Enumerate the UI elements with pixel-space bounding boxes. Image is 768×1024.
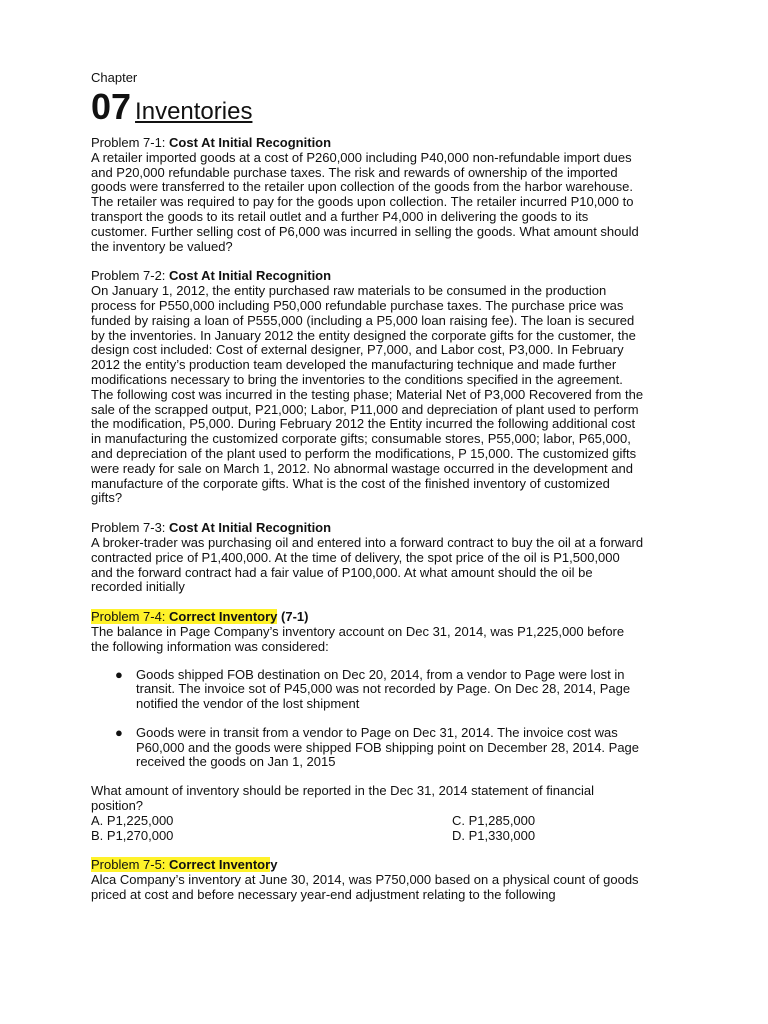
text-line: and depreciation of the plant used to perform the modifications, P 15,000. The customized gifts [91, 445, 637, 461]
text-line: the following information was considered: [91, 638, 329, 654]
choice-c: C. P1,285,000 [452, 812, 536, 828]
text-line: process for P550,000 including P50,000 refundable purchase taxes. The purchase price was [91, 297, 624, 313]
choice-b: B. P1,270,000 [91, 827, 174, 843]
bullet-icon: ● [115, 724, 123, 740]
text-line: funded by raising a loan of P555,000 (including a P5,000 loan raising fee). The loan is secured [91, 312, 635, 328]
problem-7-5 [91, 858, 691, 902]
problem-7-2 [91, 269, 691, 506]
text-line: A retailer imported goods at a cost of P260,000 including P40,000 non-refundable import dues [91, 149, 632, 165]
text-line: Goods shipped FOB destination on Dec 20, 2014, from a vendor to Page were lost in [136, 666, 625, 682]
text-line: Goods were in transit from a vendor to Page on Dec 31, 2014. The invoice cost was [136, 724, 618, 740]
text-line: the modification, P5,000. During February 2012 the Entity incurred the following additional cost [91, 416, 636, 432]
problem-text [91, 536, 691, 595]
page-content [91, 70, 691, 903]
text-line: contracted price of P1,400,000. At the time of delivery, the spot price of the oil is P1,500,000 [91, 549, 620, 565]
problem-title: Cost At Initial Recognition [169, 135, 332, 150]
problem-text [91, 873, 691, 903]
text-line: the inventory be valued? [91, 238, 233, 254]
text-line: received the goods on Jan 1, 2015 [136, 754, 336, 770]
highlighted-heading [91, 857, 270, 872]
text-line: and P20,000 refundable purchase taxes. The risk and rewards of ownership of the imported [91, 164, 618, 180]
text-line: The balance in Page Company’s inventory account on Dec 31, 2014, was P1,225,000 before [91, 623, 625, 639]
text-line: The following cost was incurred in the testing phase; Material Net of P3,000 Recovered from the [91, 386, 644, 402]
answer-choices [91, 814, 691, 844]
problem-prefix: Problem 7-5: [91, 857, 170, 873]
problem-prefix: Problem 7-2: [91, 268, 170, 284]
text-line: transport the goods to its retail outlet and a further P4,000 in delivering the goods to its [91, 208, 589, 224]
text-line: sale of the scrapped output, P21,000; Labor, P11,000 and depreciation of plant used to perform [91, 401, 639, 417]
problem-title: Correct Inventory [169, 609, 278, 625]
problem-7-1 [91, 136, 691, 254]
text-line: On January 1, 2012, the entity purchased raw materials to be consumed in the production [91, 283, 607, 299]
problem-suffix: (7-1) [277, 609, 309, 625]
problem-7-3 [91, 521, 691, 595]
problem-text [91, 284, 691, 506]
problem-heading [91, 858, 691, 873]
bullet-icon: ● [115, 666, 123, 682]
problem-prefix: Problem 7-4: [91, 609, 170, 625]
chapter-label: Chapter [91, 70, 138, 85]
problem-heading [91, 136, 691, 151]
text-line: modifications necessary to bring the inventories to the conditions specified in the agreement. [91, 371, 623, 387]
text-line: The retailer was required to pay for the goods upon collection. The retailer incurred P10,000 to [91, 194, 634, 210]
text-line: were ready for sale on March 1, 2012. No abnormal wastage occurred in the development and [91, 460, 633, 476]
question-text [91, 784, 691, 814]
chapter-heading [91, 86, 691, 128]
highlighted-heading [91, 609, 277, 624]
text-line: Alca Company’s inventory at June 30, 2014, was P750,000 based on a physical count of goods [91, 872, 639, 888]
problem-prefix: Problem 7-3: [91, 520, 170, 536]
bullet-item [91, 726, 691, 770]
chapter-title: Inventories [135, 98, 253, 125]
bullet-item [91, 668, 691, 712]
text-line: position? [91, 798, 144, 814]
text-line: gifts? [91, 490, 123, 506]
problem-text [91, 625, 691, 655]
text-line: 2012 the entity’s production team developed the manufacturing technique and made further [91, 357, 617, 373]
text-line: What amount of inventory should be reported in the Dec 31, 2014 statement of financial [91, 783, 594, 799]
choice-a: A. P1,225,000 [91, 812, 174, 828]
text-line: in manufacturing the customized corporate gifts; consumable stores, P55,000; labor, P65,000, [91, 431, 631, 447]
choice-d: D. P1,330,000 [452, 827, 536, 843]
text-line: customer. Further selling cost of P6,000 was incurred in selling the goods. What amount should [91, 223, 639, 239]
problem-prefix: Problem 7-1: [91, 135, 170, 150]
problem-title: Cost At Initial Recognition [169, 520, 332, 536]
text-line: priced at cost and before necessary year-end adjustment relating to the following [91, 887, 556, 903]
bullet-list [91, 668, 691, 771]
text-line: transit. The invoice sot of P45,000 was not recorded by Page. On Dec 28, 2014, Page [136, 681, 631, 697]
text-line: notified the vendor of the lost shipment [136, 696, 360, 712]
text-line: and the forward contract had a fair value of P100,000. At what amount should the oil be [91, 564, 593, 580]
problem-suffix: y [270, 857, 278, 873]
text-line: P60,000 and the goods were shipped FOB shipping point on December 28, 2014. Page [136, 739, 640, 755]
text-line: A broker-trader was purchasing oil and entered into a forward contract to buy the oil at a forward [91, 534, 644, 550]
text-line: design cost included: Cost of external designer, P7,000, and Labor cost, P3,000. In February [91, 342, 624, 358]
text-line: goods were transferred to the retailer upon collection of the goods from the harbor warehouse. [91, 179, 633, 195]
problem-title: Correct Inventor [169, 857, 271, 873]
problem-heading [91, 610, 691, 625]
text-line: recorded initially [91, 579, 185, 595]
text-line: by the inventories. In January 2012 the entity designed the corporate gifts for the customer, the [91, 327, 636, 343]
problem-title: Cost At Initial Recognition [169, 268, 332, 284]
text-line: manufacture of the corporate gifts. What is the cost of the finished inventory of customized [91, 475, 610, 491]
problem-text [91, 151, 691, 255]
problem-heading [91, 521, 691, 536]
problem-7-4 [91, 610, 691, 843]
chapter-number: 07 [91, 86, 132, 127]
problem-heading [91, 269, 691, 284]
